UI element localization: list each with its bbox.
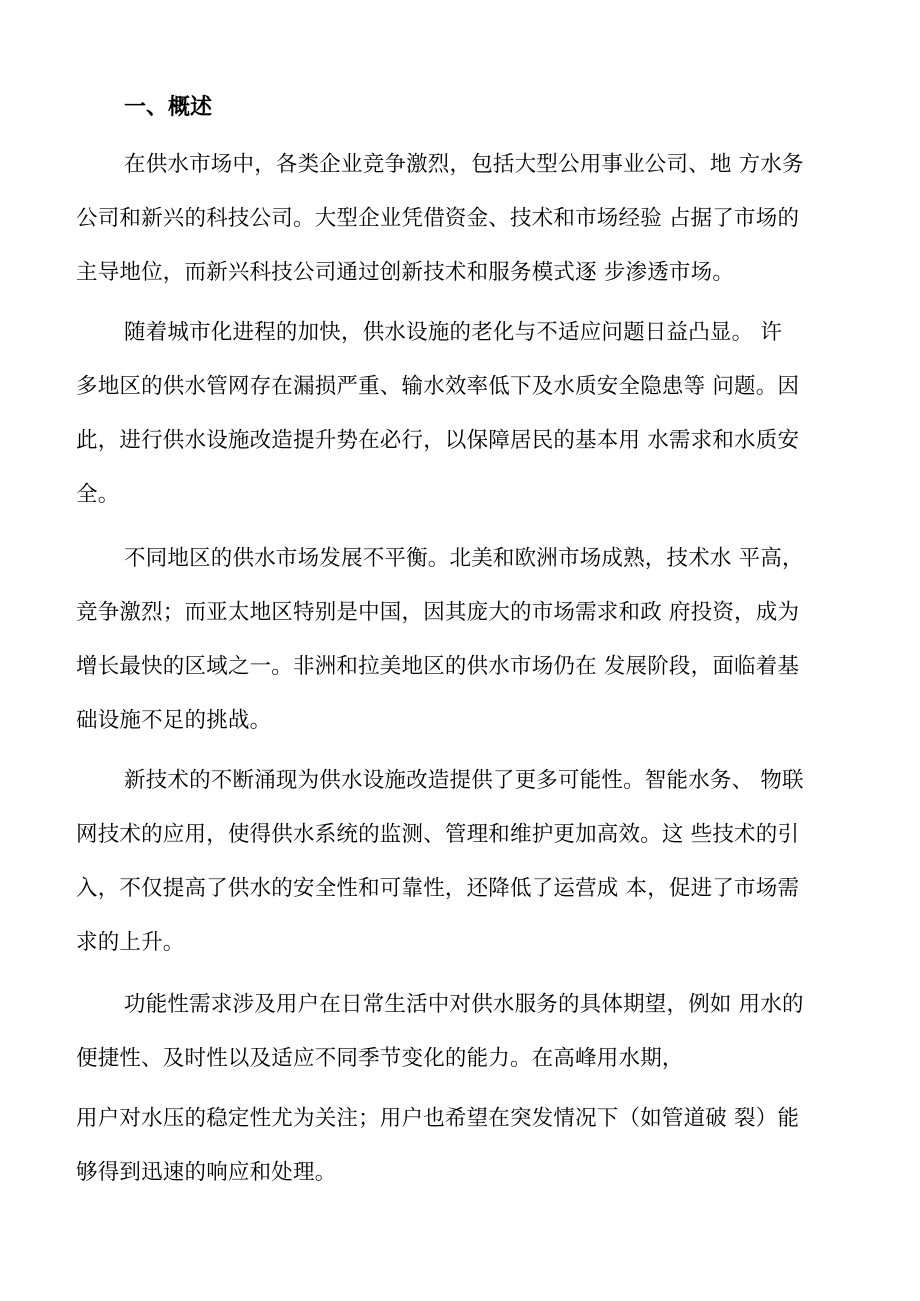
section-heading: 一、概述 (124, 94, 213, 120)
paragraph-3-line-3: 增长最快的区域之一。非洲和拉美地区的供水市场仍在 发展阶段，面临着基 (76, 654, 800, 679)
paragraph-3-line-2: 竞争激烈；而亚太地区特别是中国，因其庞大的市场需求和政 府投资，成为 (76, 600, 800, 625)
paragraph-4-line-3: 入，不仅提高了供水的安全性和可靠性，还降低了运营成 本，促进了市场需 (76, 876, 800, 901)
paragraph-3-line-1: 不同地区的供水市场发展不平衡。北美和欧洲市场成熟，技术水 平高， (124, 546, 804, 571)
paragraph-1-line-1: 在供水市场中，各类企业竞争激烈，包括大型公用事业公司、地 方水务 (124, 152, 804, 177)
paragraph-5-line-2: 便捷性、及时性以及适应不同季节变化的能力。在高峰用水期， (76, 1046, 684, 1071)
paragraph-2-line-3: 此，进行供水设施改造提升势在必行，以保障居民的基本用 水需求和水质安 (76, 428, 800, 453)
paragraph-4-line-2: 网技术的应用，使得供水系统的监测、管理和维护更加高效。这 些技术的引 (76, 822, 800, 847)
paragraph-4-line-4: 求的上升。 (76, 930, 185, 955)
paragraph-3-line-4: 础设施不足的挑战。 (76, 708, 272, 733)
paragraph-5-line-1: 功能性需求涉及用户在日常生活中对供水服务的具体期望，例如 用水的 (124, 992, 804, 1017)
paragraph-6-line-1: 用户对水压的稳定性尤为关注；用户也希望在突发情况下（如管道破 裂）能 (76, 1106, 800, 1131)
paragraph-4-line-1: 新技术的不断涌现为供水设施改造提供了更多可能性。智能水务、 物联 (124, 768, 804, 793)
paragraph-1-line-3: 主导地位，而新兴科技公司通过创新技术和服务模式逐 步渗透市场。 (76, 260, 735, 285)
paragraph-2-line-2: 多地区的供水管网存在漏损严重、输水效率低下及水质安全隐患等 问题。因 (76, 374, 800, 399)
paragraph-2-line-4: 全。 (76, 482, 120, 507)
paragraph-6-line-2: 够得到迅速的响应和处理。 (76, 1160, 337, 1185)
paragraph-2-line-1: 随着城市化进程的加快，供水设施的老化与不适应问题日益凸显。 许 (124, 320, 783, 345)
paragraph-1-line-2: 公司和新兴的科技公司。大型企业凭借资金、技术和市场经验 占据了市场的 (76, 206, 800, 231)
